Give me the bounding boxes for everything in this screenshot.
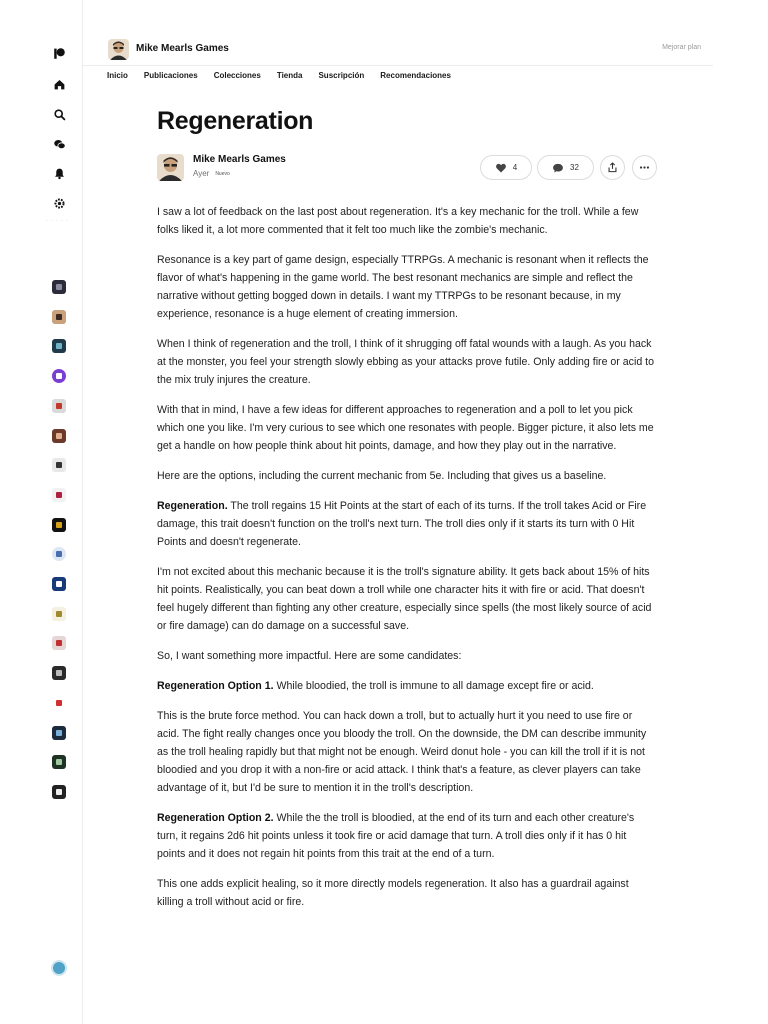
post-new-badge: Nuevo [215, 170, 230, 177]
subscription-avatar-12[interactable] [52, 607, 66, 621]
paragraph: Here are the options, including the current mechanic from 5e. Including that gives us a baseline. [157, 470, 607, 482]
tab-suscripcion[interactable]: Suscripción [318, 71, 365, 80]
paragraph [157, 809, 657, 863]
avatar-mark [56, 522, 62, 528]
avatar-mark [56, 789, 62, 795]
avatar-mark [56, 640, 62, 646]
avatar-mark [56, 314, 62, 320]
rule-label: Regeneration. [157, 500, 228, 512]
subscription-avatar-9[interactable] [52, 518, 66, 532]
avatar-mark [56, 403, 62, 409]
paragraph: This one adds explicit healing, so it more directly models regeneration. It also has a guardrail against killing a troll without acid or fire. [157, 878, 629, 908]
paragraph: I saw a lot of feedback on the last post about regeneration. It's a key mechanic for the troll. While a few folks liked it, a lot more commented that it felt too much like the zombie's mechanic. [157, 206, 639, 236]
like-count: 4 [512, 163, 518, 172]
subscription-avatar-14[interactable] [52, 666, 66, 680]
paragraph: I'm not excited about this mechanic because it is the troll's signature ability. It gets back about 15% of hits hit points. Realistically, you can beat down a troll while one character hits it with fire or acid. That doesn't feel hugely different than fighting any other creature, especially since spells (the most likely source of acid or fire damage) can do damage on a successful save. [157, 566, 652, 632]
paragraph: So, I want something more impactful. Here are some candidates: [157, 650, 462, 662]
subscription-avatar-6[interactable] [52, 429, 66, 443]
avatar-mark [56, 343, 62, 349]
paragraph [157, 677, 657, 695]
avatar-mark [56, 730, 62, 736]
subscription-avatar-13[interactable] [52, 636, 66, 650]
post-date: Ayer [193, 169, 210, 178]
heart-icon [495, 162, 507, 174]
rule-text: The troll regains 15 Hit Points at the start of each of its turns. If the troll takes Acid or Fire damage, this trait doesn't function on the troll's next turn. The troll dies only if it starts its turn with 0 Hit Points and doesn't regenerate. [157, 500, 647, 548]
ellipsis-icon [639, 162, 650, 173]
account-avatar[interactable] [51, 960, 67, 976]
comment-button[interactable] [537, 155, 594, 180]
paragraph [157, 497, 657, 551]
post-body [157, 203, 657, 923]
subscription-avatar-3[interactable] [52, 339, 66, 353]
rail-divider-label: - - - - - [46, 218, 69, 224]
creator-name[interactable]: Mike Mearls Games [136, 43, 229, 54]
subscription-avatar-2[interactable] [52, 310, 66, 324]
avatar-mark [56, 759, 62, 765]
settings-icon[interactable] [50, 194, 68, 212]
creator-header [83, 0, 713, 66]
rule-label: Regeneration Option 1. [157, 680, 274, 692]
chat-icon[interactable] [50, 135, 68, 153]
comment-icon [552, 162, 564, 174]
avatar-mark [56, 433, 62, 439]
paragraph: When I think of regeneration and the troll, I think of it shrugging off fatal wounds with a laugh. As you hack at the monster, you feel your strength slowly ebbing as your attacks prove futile. Only adding fire or acid to the mix truly injures the creature. [157, 338, 654, 386]
tab-colecciones[interactable]: Colecciones [213, 71, 261, 80]
avatar-mark [56, 492, 62, 498]
subscription-avatar-10[interactable] [52, 547, 66, 561]
share-icon [607, 162, 618, 173]
tab-recomendaciones[interactable]: Recomendaciones [380, 71, 451, 80]
more-options-button[interactable] [632, 155, 657, 180]
rule-label: Regeneration Option 2. [157, 812, 274, 824]
subscription-avatar-16[interactable] [52, 726, 66, 740]
subscription-avatar-15[interactable] [52, 696, 66, 710]
tab-tienda[interactable]: Tienda [276, 71, 303, 80]
author-avatar[interactable] [157, 154, 184, 181]
avatar-mark [56, 700, 62, 706]
avatar-mark [56, 611, 62, 617]
creator-avatar[interactable] [108, 39, 129, 60]
subscription-avatar-18[interactable] [52, 785, 66, 799]
home-icon[interactable] [50, 75, 68, 93]
search-icon[interactable] [50, 105, 68, 123]
tab-inicio[interactable]: Inicio [107, 71, 128, 80]
paragraph: This is the brute force method. You can hack down a troll, but to actually hurt it you need to use fire or acid. The fight really changes once you bloody the troll. On the downside, the DM can describe immunity as the troll healing rapidly but that might not be enough. Weird donut hole - you can kill the troll if it is not bloodied and you drop it with a non-fire or acid attack. I think that's a feature, as clever players can take advantage of it, but I'd be sure to mention it in the troll's description. [157, 710, 647, 794]
share-button[interactable] [600, 155, 625, 180]
post-title: Regeneration [157, 107, 314, 135]
subscription-avatar-1[interactable] [52, 280, 66, 294]
subscription-avatar-17[interactable] [52, 755, 66, 769]
avatar-mark [56, 551, 62, 557]
rule-text: While the the troll is bloodied, at the end of its turn and each other creature's turn, it regains 2d6 hit points unless it took fire or acid damage that turn. A troll dies only if it has 0 hit points and it does not regain hit points from this trait at the end of a turn. [157, 812, 635, 860]
paragraph: With that in mind, I have a few ideas for different approaches to regeneration and a poll to let you pick which one you like. I'm very curious to see which one resonates with people. Bigger picture, it also lets me get a handle on how people think about hit points, damage, and how they play out in the narrative. [157, 404, 654, 452]
avatar-mark [56, 462, 62, 468]
bell-icon[interactable] [50, 164, 68, 182]
subscription-avatar-4[interactable] [52, 369, 66, 383]
subscription-avatar-7[interactable] [52, 458, 66, 472]
tab-publicaciones[interactable]: Publicaciones [143, 71, 198, 80]
left-rail [0, 0, 83, 1024]
rule-text: While bloodied, the troll is immune to all damage except fire or acid. [273, 680, 594, 692]
patreon-logo-icon[interactable] [50, 44, 68, 62]
subscription-avatar-8[interactable] [52, 488, 66, 502]
creator-nav [107, 71, 451, 85]
author-name[interactable]: Mike Mearls Games [193, 154, 286, 165]
avatar-mark [56, 284, 62, 290]
upgrade-plan-link[interactable]: Mejorar plan [662, 44, 701, 51]
subscription-avatar-11[interactable] [52, 577, 66, 591]
post-meta [193, 169, 230, 178]
avatar-mark [56, 581, 62, 587]
comment-count: 32 [570, 163, 579, 172]
paragraph: Resonance is a key part of game design, especially TTRPGs. A mechanic is resonant when it reflects the flavor of what's happening in the game world. The best resonant mechanics are simple and reflect the narrative without getting bogged down in details. I want my TTRPGs to be resonant because, in my experience, resonance is a huge element of creating immersion. [157, 254, 649, 320]
avatar-mark [56, 373, 62, 379]
subscription-avatar-5[interactable] [52, 399, 66, 413]
avatar-mark [56, 670, 62, 676]
like-button[interactable] [480, 155, 532, 180]
